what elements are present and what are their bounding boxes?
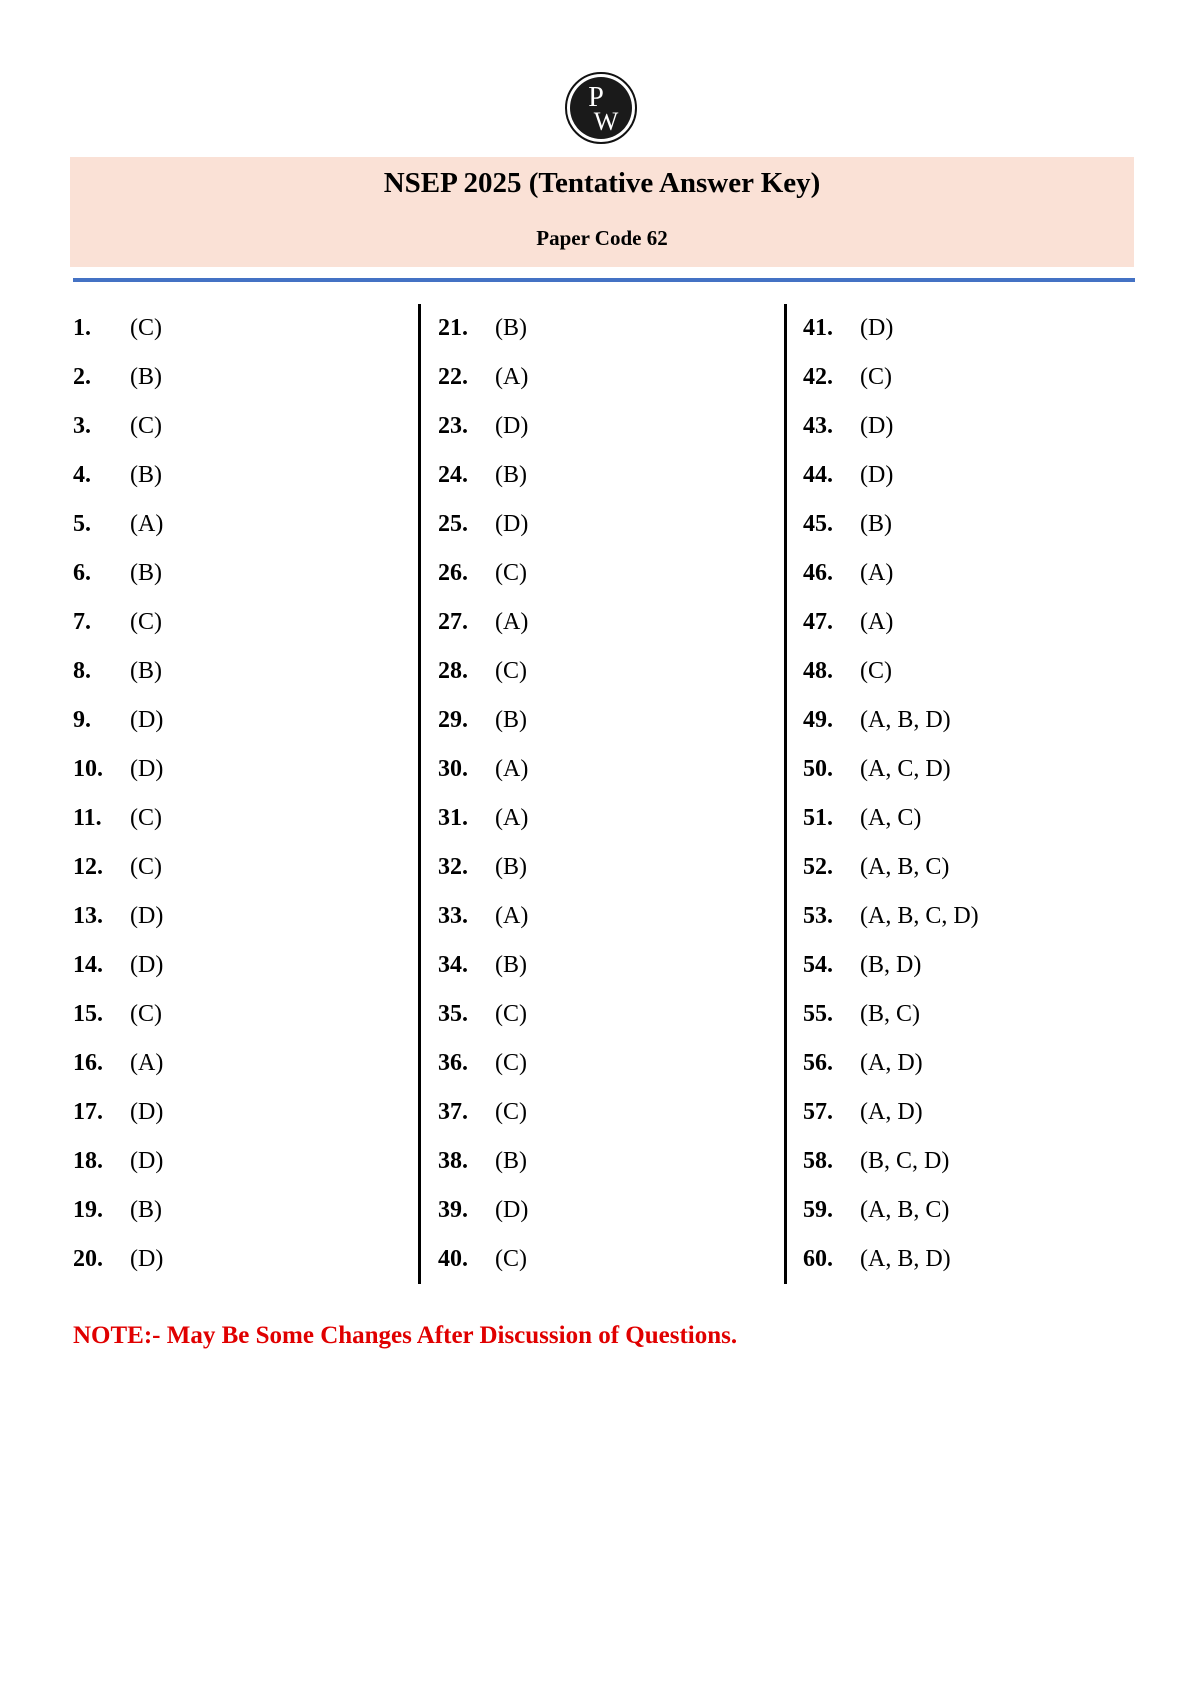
question-number: 34. xyxy=(438,952,468,978)
question-number: 50. xyxy=(803,756,833,782)
answer-option: (D) xyxy=(860,462,894,488)
answer-row xyxy=(803,990,1143,1039)
answer-row xyxy=(438,598,778,647)
answer-option: (D) xyxy=(130,1099,164,1125)
answer-option: (C) xyxy=(495,658,527,684)
question-number: 44. xyxy=(803,462,833,488)
question-number: 60. xyxy=(803,1246,833,1272)
answer-option: (A) xyxy=(860,560,894,586)
answer-option: (B) xyxy=(130,658,162,684)
answer-option: (D) xyxy=(130,1246,164,1272)
answer-row xyxy=(803,1088,1143,1137)
answer-option: (B) xyxy=(495,707,527,733)
question-number: 41. xyxy=(803,315,833,341)
answer-row xyxy=(73,598,413,647)
answer-option: (C) xyxy=(495,1099,527,1125)
question-number: 36. xyxy=(438,1050,468,1076)
answer-option: (B, C, D) xyxy=(860,1148,950,1174)
answer-row xyxy=(803,843,1143,892)
answer-option: (B) xyxy=(495,315,527,341)
note-text: NOTE:- May Be Some Changes After Discussion of Questions. xyxy=(73,1322,738,1349)
question-number: 45. xyxy=(803,511,833,537)
answer-option: (C) xyxy=(130,413,162,439)
answer-row xyxy=(73,794,413,843)
question-number: 40. xyxy=(438,1246,468,1272)
answer-option: (D) xyxy=(495,413,529,439)
answer-option: (B) xyxy=(495,1148,527,1174)
answer-option: (D) xyxy=(130,756,164,782)
question-number: 49. xyxy=(803,707,833,733)
answer-row xyxy=(803,304,1143,353)
question-number: 16. xyxy=(73,1050,103,1076)
question-number: 22. xyxy=(438,364,468,390)
answer-option: (A) xyxy=(495,805,529,831)
answer-row xyxy=(73,647,413,696)
answer-row xyxy=(73,745,413,794)
question-number: 20. xyxy=(73,1246,103,1272)
question-number: 39. xyxy=(438,1197,468,1223)
answer-option: (A) xyxy=(495,609,529,635)
answer-row xyxy=(438,304,778,353)
pw-logo-icon xyxy=(565,72,637,144)
question-number: 29. xyxy=(438,707,468,733)
logo-letter-p: P xyxy=(588,82,604,113)
answer-option: (C) xyxy=(130,805,162,831)
answer-option: (A, C, D) xyxy=(860,756,951,782)
answer-row xyxy=(73,990,413,1039)
question-number: 5. xyxy=(73,511,91,537)
answer-option: (A, B, D) xyxy=(860,1246,951,1272)
answer-row xyxy=(73,1137,413,1186)
answer-option: (D) xyxy=(130,903,164,929)
answer-column-3 xyxy=(803,304,1143,1284)
answer-row xyxy=(73,1088,413,1137)
question-number: 24. xyxy=(438,462,468,488)
question-number: 19. xyxy=(73,1197,103,1223)
question-number: 26. xyxy=(438,560,468,586)
answer-row xyxy=(803,696,1143,745)
answer-option: (C) xyxy=(860,658,892,684)
question-number: 55. xyxy=(803,1001,833,1027)
answer-option: (C) xyxy=(130,1001,162,1027)
question-number: 53. xyxy=(803,903,833,929)
question-number: 28. xyxy=(438,658,468,684)
question-number: 32. xyxy=(438,854,468,880)
answer-row xyxy=(438,500,778,549)
column-divider xyxy=(784,304,787,1284)
answer-row xyxy=(438,696,778,745)
question-number: 33. xyxy=(438,903,468,929)
answer-row xyxy=(803,598,1143,647)
answer-column-2 xyxy=(438,304,778,1284)
paper-code: Paper Code 62 xyxy=(536,226,668,250)
answer-option: (C) xyxy=(495,560,527,586)
answer-row xyxy=(73,451,413,500)
answer-option: (A) xyxy=(495,903,529,929)
answer-option: (A, C) xyxy=(860,805,922,831)
answer-option: (A) xyxy=(130,1050,164,1076)
answer-row xyxy=(438,1235,778,1284)
question-number: 58. xyxy=(803,1148,833,1174)
answer-row xyxy=(73,304,413,353)
answer-row xyxy=(73,843,413,892)
answer-row xyxy=(438,1186,778,1235)
answer-row xyxy=(803,1235,1143,1284)
answer-option: (D) xyxy=(495,511,529,537)
answer-row xyxy=(438,1039,778,1088)
header-band xyxy=(70,157,1134,267)
answer-row xyxy=(803,1039,1143,1088)
question-number: 51. xyxy=(803,805,833,831)
answer-row xyxy=(803,500,1143,549)
answer-row xyxy=(73,1186,413,1235)
question-number: 54. xyxy=(803,952,833,978)
answer-row xyxy=(73,549,413,598)
question-number: 37. xyxy=(438,1099,468,1125)
answer-option: (A, B, D) xyxy=(860,707,951,733)
answer-option: (D) xyxy=(860,413,894,439)
question-number: 10. xyxy=(73,756,103,782)
answer-row xyxy=(803,794,1143,843)
question-number: 35. xyxy=(438,1001,468,1027)
answer-row xyxy=(803,941,1143,990)
answer-option: (D) xyxy=(130,1148,164,1174)
question-number: 12. xyxy=(73,854,103,880)
question-number: 13. xyxy=(73,903,103,929)
answer-row xyxy=(803,1186,1143,1235)
answer-option: (B) xyxy=(130,364,162,390)
question-number: 7. xyxy=(73,609,91,635)
question-number: 14. xyxy=(73,952,103,978)
question-number: 17. xyxy=(73,1099,103,1125)
question-number: 42. xyxy=(803,364,833,390)
question-number: 27. xyxy=(438,609,468,635)
answer-row xyxy=(803,451,1143,500)
answer-option: (B) xyxy=(495,462,527,488)
question-number: 1. xyxy=(73,315,91,341)
logo-letter-w: W xyxy=(593,107,619,136)
answer-option: (D) xyxy=(130,952,164,978)
answer-row xyxy=(438,1137,778,1186)
answer-option: (C) xyxy=(130,854,162,880)
answer-row xyxy=(73,500,413,549)
question-number: 59. xyxy=(803,1197,833,1223)
answer-row xyxy=(803,1137,1143,1186)
answer-option: (C) xyxy=(495,1246,527,1272)
question-number: 47. xyxy=(803,609,833,635)
question-number: 3. xyxy=(73,413,91,439)
answer-option: (C) xyxy=(130,609,162,635)
answer-option: (B) xyxy=(130,462,162,488)
answer-option: (A) xyxy=(495,364,529,390)
question-number: 8. xyxy=(73,658,91,684)
question-number: 31. xyxy=(438,805,468,831)
question-number: 38. xyxy=(438,1148,468,1174)
answer-row xyxy=(438,941,778,990)
question-number: 46. xyxy=(803,560,833,586)
question-number: 15. xyxy=(73,1001,103,1027)
answer-option: (A, B, C) xyxy=(860,854,950,880)
answer-row xyxy=(73,402,413,451)
answer-option: (B, C) xyxy=(860,1001,920,1027)
question-number: 9. xyxy=(73,707,91,733)
question-number: 23. xyxy=(438,413,468,439)
question-number: 43. xyxy=(803,413,833,439)
answer-row xyxy=(803,892,1143,941)
answer-option: (D) xyxy=(495,1197,529,1223)
answer-row xyxy=(73,1235,413,1284)
answer-row xyxy=(73,941,413,990)
answer-option: (A, D) xyxy=(860,1050,923,1076)
question-number: 6. xyxy=(73,560,91,586)
answer-option: (A) xyxy=(860,609,894,635)
answer-option: (C) xyxy=(495,1050,527,1076)
answer-option: (B) xyxy=(860,511,892,537)
question-number: 4. xyxy=(73,462,91,488)
question-number: 48. xyxy=(803,658,833,684)
answer-option: (C) xyxy=(860,364,892,390)
answer-row xyxy=(438,794,778,843)
answer-option: (B) xyxy=(495,952,527,978)
question-number: 25. xyxy=(438,511,468,537)
answer-option: (A, D) xyxy=(860,1099,923,1125)
answer-option: (A, B, C) xyxy=(860,1197,950,1223)
answer-row xyxy=(803,745,1143,794)
answer-row xyxy=(438,451,778,500)
answer-option: (C) xyxy=(130,315,162,341)
answer-option: (A, B, C, D) xyxy=(860,903,979,929)
answer-option: (C) xyxy=(495,1001,527,1027)
answer-row xyxy=(803,549,1143,598)
answer-row xyxy=(803,647,1143,696)
question-number: 30. xyxy=(438,756,468,782)
answer-row xyxy=(73,353,413,402)
answer-option: (D) xyxy=(130,707,164,733)
answer-row xyxy=(438,549,778,598)
answer-row xyxy=(438,892,778,941)
answer-option: (A) xyxy=(130,511,164,537)
answer-row xyxy=(803,402,1143,451)
answer-option: (B) xyxy=(495,854,527,880)
question-number: 2. xyxy=(73,364,91,390)
answer-option: (D) xyxy=(860,315,894,341)
answer-column-1 xyxy=(73,304,413,1284)
answer-row xyxy=(438,402,778,451)
answer-row xyxy=(438,647,778,696)
answer-row xyxy=(73,696,413,745)
question-number: 57. xyxy=(803,1099,833,1125)
answer-option: (A) xyxy=(495,756,529,782)
answer-option: (B) xyxy=(130,1197,162,1223)
answer-row xyxy=(438,843,778,892)
answer-row xyxy=(438,353,778,402)
question-number: 11. xyxy=(73,805,102,831)
answer-option: (B, D) xyxy=(860,952,922,978)
page-title: NSEP 2025 (Tentative Answer Key) xyxy=(383,167,821,199)
answer-row xyxy=(803,353,1143,402)
answer-row xyxy=(438,990,778,1039)
answer-row xyxy=(438,1088,778,1137)
answer-row xyxy=(438,745,778,794)
header-divider xyxy=(73,278,1135,282)
question-number: 56. xyxy=(803,1050,833,1076)
answer-row xyxy=(73,892,413,941)
question-number: 21. xyxy=(438,315,468,341)
answer-row xyxy=(73,1039,413,1088)
answer-option: (B) xyxy=(130,560,162,586)
question-number: 52. xyxy=(803,854,833,880)
column-divider xyxy=(418,304,421,1284)
question-number: 18. xyxy=(73,1148,103,1174)
